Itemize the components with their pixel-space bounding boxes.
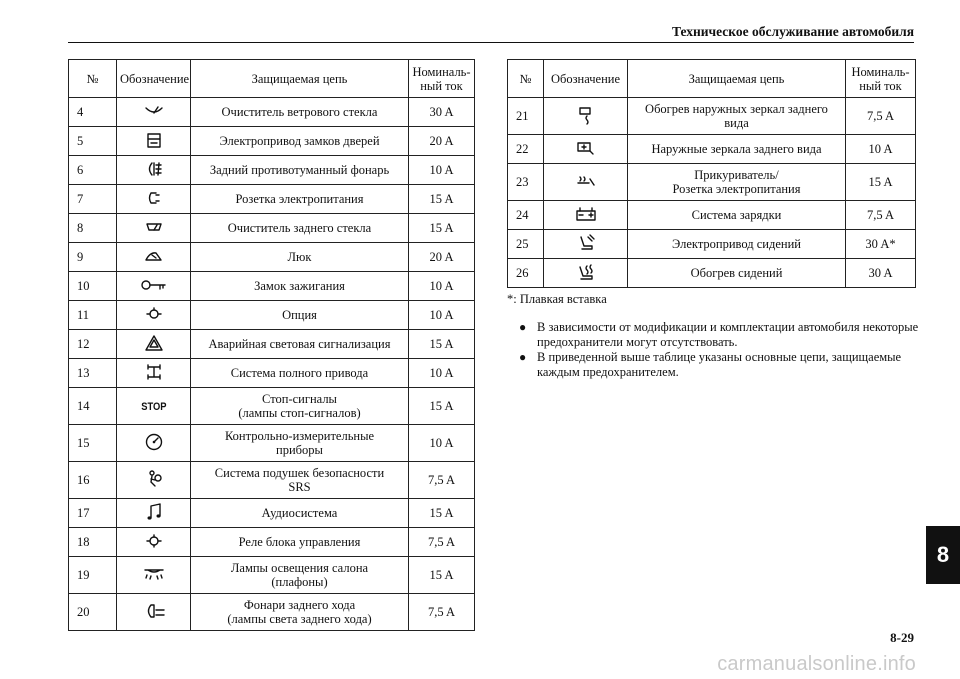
column-header-number: № xyxy=(69,60,117,98)
fuse-number: 26 xyxy=(508,259,544,288)
option-icon xyxy=(144,306,164,325)
rated-current: 10 A xyxy=(409,301,475,330)
fuse-symbol xyxy=(117,594,191,631)
table-row xyxy=(69,98,475,127)
sunroof-icon xyxy=(144,249,164,266)
battery-icon xyxy=(575,206,597,225)
rated-current: 7,5 A xyxy=(409,462,475,499)
fuse-symbol xyxy=(117,499,191,528)
table-row xyxy=(69,127,475,156)
reverse-lamp-icon xyxy=(142,602,166,623)
fuse-symbol xyxy=(117,98,191,127)
column-header-circuit: Защищаемая цепь xyxy=(191,60,409,98)
protected-circuit: Опция xyxy=(191,301,409,330)
fuse-number: 5 xyxy=(69,127,117,156)
page-header-title: Техническое обслуживание автомобиля xyxy=(672,24,914,39)
protected-circuit: Система подушек безопасности SRS xyxy=(191,462,409,499)
column-header-symbol: Обозначение xyxy=(544,60,628,98)
protected-circuit: Стоп-сигналы (лампы стоп-сигналов) xyxy=(191,388,409,425)
bullet-icon: ● xyxy=(519,320,527,334)
rated-current: 15 A xyxy=(409,557,475,594)
fuse-symbol xyxy=(544,259,628,288)
door-lock-icon xyxy=(145,131,163,152)
fuse-table-left xyxy=(68,59,475,631)
fuse-number: 14 xyxy=(69,388,117,425)
fuse-number: 25 xyxy=(508,230,544,259)
protected-circuit: Контрольно-измерительные приборы xyxy=(191,425,409,462)
protected-circuit: Очиститель заднего стекла xyxy=(191,214,409,243)
fuse-symbol xyxy=(544,201,628,230)
fuse-symbol xyxy=(117,272,191,301)
fuse-symbol xyxy=(117,127,191,156)
section-tab: 8 xyxy=(926,526,960,584)
fuse-symbol xyxy=(117,214,191,243)
fuse-symbol xyxy=(544,230,628,259)
fuse-number: 22 xyxy=(508,135,544,164)
note-item xyxy=(519,320,919,349)
table-row xyxy=(508,230,916,259)
fuse-symbol xyxy=(544,98,628,135)
protected-circuit: Аварийная световая сигнализация xyxy=(191,330,409,359)
fuse-number: 24 xyxy=(508,201,544,230)
seat-heater-icon xyxy=(576,262,596,285)
rated-current: 10 A xyxy=(409,425,475,462)
table-row xyxy=(69,359,475,388)
table-row xyxy=(69,272,475,301)
protected-circuit: Люк xyxy=(191,243,409,272)
column-header-rating: Номиналь- ный ток xyxy=(409,60,475,98)
rated-current: 10 A xyxy=(409,272,475,301)
protected-circuit: Система полного привода xyxy=(191,359,409,388)
table-row xyxy=(69,185,475,214)
column-header-rating: Номиналь- ный ток xyxy=(846,60,916,98)
fuse-number: 23 xyxy=(508,164,544,201)
fuse-symbol xyxy=(117,243,191,272)
rear-wiper-icon xyxy=(144,220,164,237)
table-row xyxy=(508,201,916,230)
table-row xyxy=(69,214,475,243)
stop-text-icon: STOP xyxy=(140,400,167,413)
gauge-icon xyxy=(144,432,164,455)
table-row xyxy=(69,425,475,462)
fuse-number: 8 xyxy=(69,214,117,243)
rated-current: 10 A xyxy=(409,156,475,185)
rated-current: 30 A xyxy=(409,98,475,127)
table-row xyxy=(69,557,475,594)
fuse-number: 7 xyxy=(69,185,117,214)
audio-note-icon xyxy=(145,502,163,525)
rated-current: 30 A* xyxy=(846,230,916,259)
table-row xyxy=(69,388,475,425)
protected-circuit: Система зарядки xyxy=(628,201,846,230)
ignition-key-icon xyxy=(140,278,168,295)
table-row xyxy=(69,301,475,330)
fuse-number: 9 xyxy=(69,243,117,272)
fuse-symbol xyxy=(117,528,191,557)
fuse-number: 6 xyxy=(69,156,117,185)
fuse-symbol xyxy=(117,301,191,330)
watermark: carmanualsonline.info xyxy=(717,653,916,675)
fuse-number: 18 xyxy=(69,528,117,557)
fuse-symbol xyxy=(117,557,191,594)
rated-current: 15 A xyxy=(409,499,475,528)
rated-current: 30 A xyxy=(846,259,916,288)
fuse-number: 11 xyxy=(69,301,117,330)
protected-circuit: Аудиосистема xyxy=(191,499,409,528)
protected-circuit: Фонари заднего хода (лампы света заднего хода) xyxy=(191,594,409,631)
protected-circuit: Наружные зеркала заднего вида xyxy=(628,135,846,164)
protected-circuit: Задний противотуманный фонарь xyxy=(191,156,409,185)
front-wiper-icon xyxy=(144,104,164,121)
fuse-symbol xyxy=(117,185,191,214)
cigarette-lighter-icon xyxy=(575,173,597,192)
rated-current: 20 A xyxy=(409,127,475,156)
page-number: 8-29 xyxy=(890,630,914,645)
rated-current: 15 A xyxy=(409,214,475,243)
fuse-number: 15 xyxy=(69,425,117,462)
protected-circuit: Очиститель ветрового стекла xyxy=(191,98,409,127)
table-row xyxy=(508,259,916,288)
power-seat-icon xyxy=(576,233,596,256)
fuse-number: 13 xyxy=(69,359,117,388)
rated-current: 7,5 A xyxy=(846,98,916,135)
table-row xyxy=(69,594,475,631)
awd-icon xyxy=(144,362,164,385)
rated-current: 15 A xyxy=(409,330,475,359)
fuse-symbol xyxy=(117,156,191,185)
fuse-number: 21 xyxy=(508,98,544,135)
fuse-number: 16 xyxy=(69,462,117,499)
interior-lamp-icon xyxy=(142,566,166,585)
note-text: В приведенной выше таблице указаны основные цепи, защищаемые каждым предохранителем. xyxy=(537,350,902,379)
protected-circuit: Обогрев сидений xyxy=(628,259,846,288)
airbag-icon xyxy=(144,469,164,492)
rated-current: 7,5 A xyxy=(846,201,916,230)
rated-current: 7,5 A xyxy=(409,528,475,557)
fuse-symbol xyxy=(117,330,191,359)
power-outlet-icon xyxy=(145,190,163,209)
fuse-table-right xyxy=(507,59,916,288)
protected-circuit: Электропривод сидений xyxy=(628,230,846,259)
table-row xyxy=(69,499,475,528)
rated-current: 10 A xyxy=(409,359,475,388)
protected-circuit: Электропривод замков дверей xyxy=(191,127,409,156)
rated-current: 15 A xyxy=(409,388,475,425)
table-row xyxy=(508,135,916,164)
rated-current: 15 A xyxy=(846,164,916,201)
column-header-number: № xyxy=(508,60,544,98)
table-row xyxy=(508,164,916,201)
fuse-number: 19 xyxy=(69,557,117,594)
control-relay-icon xyxy=(144,533,164,552)
column-header-circuit: Защищаемая цепь xyxy=(628,60,846,98)
fuse-symbol xyxy=(117,359,191,388)
table-row xyxy=(69,243,475,272)
mirror-heater-icon xyxy=(577,105,595,128)
fuse-symbol xyxy=(544,164,628,201)
fuse-symbol xyxy=(117,388,191,425)
protected-circuit: Лампы освещения салона (плафоны) xyxy=(191,557,409,594)
rated-current: 15 A xyxy=(409,185,475,214)
fuse-symbol xyxy=(117,425,191,462)
fuse-number: 20 xyxy=(69,594,117,631)
header-rule xyxy=(68,42,914,43)
power-mirror-icon xyxy=(576,139,596,160)
note-item xyxy=(519,350,919,379)
protected-circuit: Реле блока управления xyxy=(191,528,409,557)
footnote: *: Плавкая вставка xyxy=(507,292,607,306)
bullet-icon: ● xyxy=(519,350,527,364)
fuse-number: 4 xyxy=(69,98,117,127)
rated-current: 10 A xyxy=(846,135,916,164)
table-row xyxy=(69,330,475,359)
hazard-triangle-icon xyxy=(144,334,164,355)
fuse-number: 12 xyxy=(69,330,117,359)
protected-circuit: Обогрев наружных зеркал заднего вида xyxy=(628,98,846,135)
table-row xyxy=(69,462,475,499)
rated-current: 20 A xyxy=(409,243,475,272)
rated-current: 7,5 A xyxy=(409,594,475,631)
protected-circuit: Прикуриватель/ Розетка электропитания xyxy=(628,164,846,201)
rear-fog-light-icon xyxy=(144,160,164,181)
table-row xyxy=(508,98,916,135)
fuse-symbol xyxy=(544,135,628,164)
notes-list xyxy=(519,320,919,380)
note-text: В зависимости от модификации и комплектации автомобиля некоторые предохранители могут отсутствовать. xyxy=(537,320,919,349)
column-header-symbol: Обозначение xyxy=(117,60,191,98)
protected-circuit: Розетка электропитания xyxy=(191,185,409,214)
table-row xyxy=(69,156,475,185)
table-row xyxy=(69,528,475,557)
fuse-number: 17 xyxy=(69,499,117,528)
fuse-symbol xyxy=(117,462,191,499)
protected-circuit: Замок зажигания xyxy=(191,272,409,301)
fuse-number: 10 xyxy=(69,272,117,301)
